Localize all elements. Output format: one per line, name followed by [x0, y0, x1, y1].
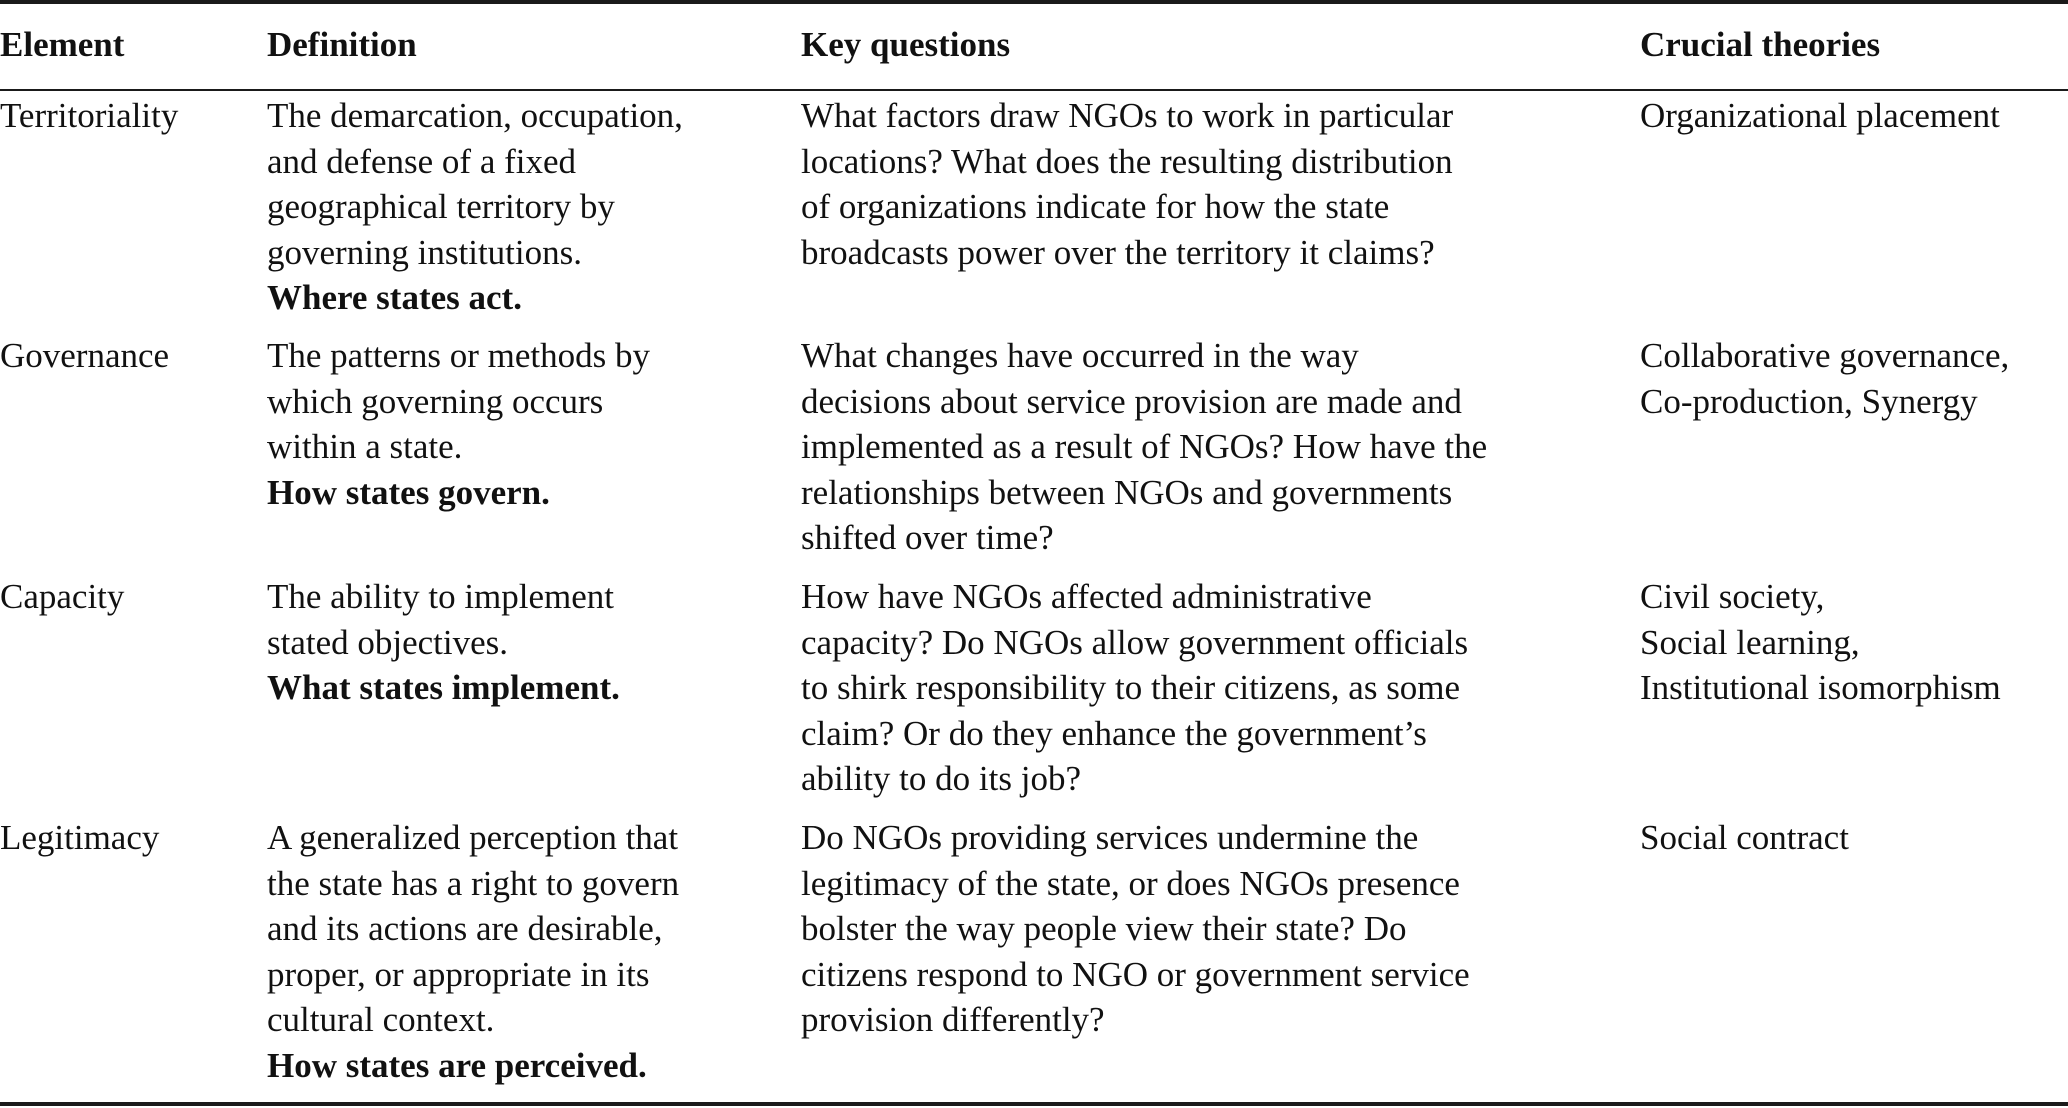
definition-summary: How states govern. [267, 472, 550, 512]
row-legitimacy-key-questions [801, 815, 1470, 1043]
question-line: provision differently? [801, 1000, 1105, 1039]
definition-line: The patterns or methods by [267, 336, 650, 375]
definition-line: The ability to implement [267, 577, 615, 616]
question-line: decisions about service provision are made and [801, 381, 1462, 421]
theory-line: Organizational placement [1640, 96, 2000, 135]
question-line: What factors draw NGOs to work in particular [801, 96, 1454, 135]
row-capacity-key-questions [801, 574, 1468, 802]
definition-summary: How states are perceived. [267, 1045, 647, 1085]
definition-line: geographical territory by [267, 187, 615, 226]
question-line: citizens respond to NGO or government service [801, 954, 1470, 994]
question-line: relationships between NGOs and governments [801, 472, 1453, 512]
row-territoriality-element: Territoriality [0, 96, 179, 135]
row-legitimacy-definition [267, 815, 679, 1088]
table-top-rule [0, 0, 2068, 4]
row-capacity-definition [267, 574, 620, 711]
question-line: What changes have occurred in the way [801, 336, 1359, 375]
definition-line: the state has a right to govern [267, 863, 680, 903]
row-governance-element: Governance [0, 336, 170, 375]
definition-line: and its actions are desirable, [267, 909, 663, 948]
definition-line: stated objectives. [267, 622, 509, 662]
row-capacity-element: Capacity [0, 577, 125, 616]
theory-line: Institutional isomorphism [1640, 668, 2001, 707]
question-line: of organizations indicate for how the state [801, 187, 1390, 226]
header-element: Element [0, 25, 125, 64]
question-line: broadcasts power over the territory it claims? [801, 232, 1435, 272]
row-capacity-theories [1640, 574, 2001, 711]
definition-summary: What states implement. [267, 668, 620, 707]
theory-line: Social learning, [1640, 622, 1860, 662]
definition-line: A generalized perception that [267, 818, 679, 857]
question-line: bolster the way people view their state? Do [801, 909, 1407, 948]
question-line: claim? Or do they enhance the government’s [801, 713, 1427, 753]
question-line: Do NGOs providing services undermine the [801, 818, 1419, 857]
theory-line: Civil society, [1640, 577, 1825, 616]
question-line: capacity? Do NGOs allow government officials [801, 622, 1469, 662]
question-line: How have NGOs affected administrative [801, 577, 1372, 616]
header-rule [0, 89, 2068, 91]
definition-line: proper, or appropriate in its [267, 954, 650, 994]
definition-summary: Where states act. [267, 278, 522, 317]
definition-line: The demarcation, occupation, [267, 96, 683, 135]
question-line: shifted over time? [801, 518, 1054, 557]
header-crucial-theories: Crucial theories [1640, 25, 1881, 64]
row-territoriality-key-questions [801, 93, 1453, 275]
question-line: locations? What does the resulting distribution [801, 141, 1453, 181]
theory-line: Social contract [1640, 818, 1849, 857]
header-definition: Definition [267, 25, 417, 64]
definition-line: which governing occurs [267, 381, 604, 421]
question-line: legitimacy of the state, or does NGOs presence [801, 863, 1460, 903]
table-bottom-rule [0, 1102, 2068, 1106]
row-legitimacy-theories [1640, 815, 1849, 861]
question-line: ability to do its job? [801, 759, 1081, 798]
question-line: to shirk responsibility to their citizens, as some [801, 668, 1461, 707]
row-territoriality-theories [1640, 93, 2000, 139]
row-legitimacy-element: Legitimacy [0, 818, 160, 857]
question-line: implemented as a result of NGOs? How have the [801, 427, 1488, 466]
header-key-questions: Key questions [801, 25, 1011, 64]
definition-line: and defense of a fixed [267, 141, 577, 181]
row-governance-theories [1640, 333, 2009, 424]
definition-line: within a state. [267, 427, 463, 466]
definition-line: cultural context. [267, 1000, 495, 1039]
theory-line: Collaborative governance, [1640, 336, 2010, 375]
definition-line: governing institutions. [267, 232, 582, 272]
row-governance-key-questions [801, 333, 1487, 561]
row-territoriality-definition [267, 93, 683, 321]
theory-line: Co-production, Synergy [1640, 381, 1978, 421]
row-governance-definition [267, 333, 650, 515]
